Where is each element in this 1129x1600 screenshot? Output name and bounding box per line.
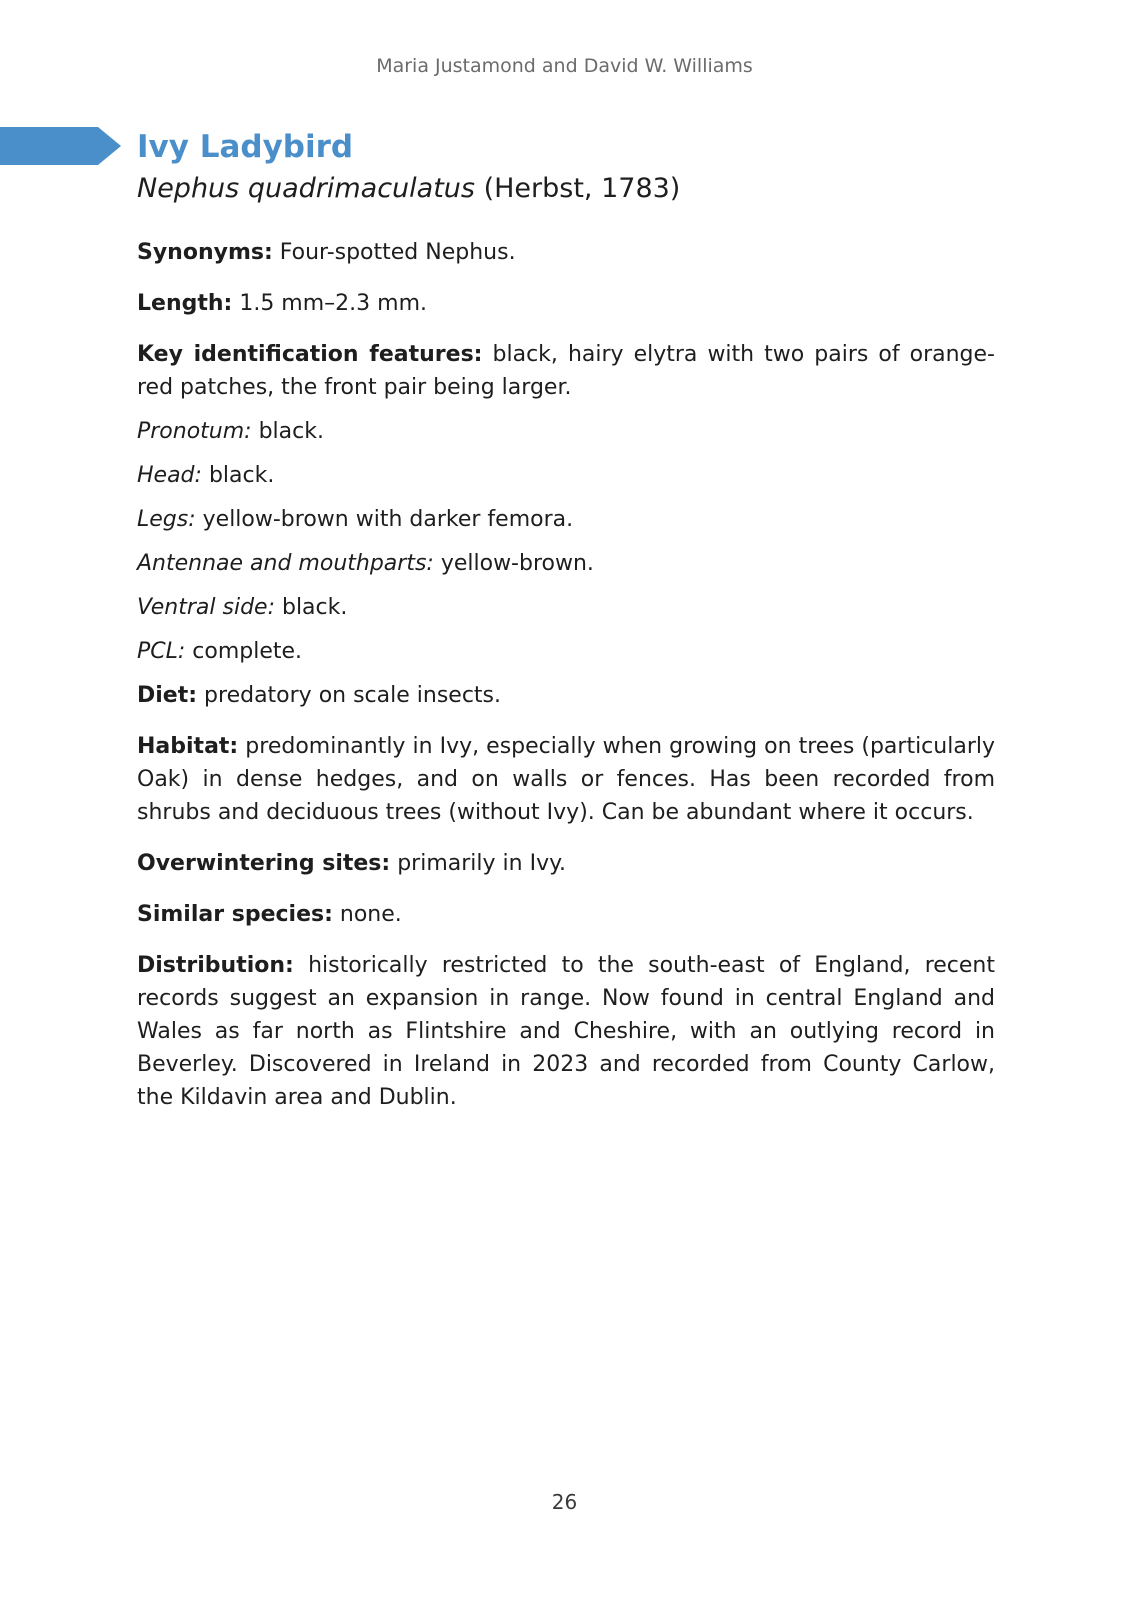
field-diet [137, 679, 995, 712]
field-similar-species [137, 898, 995, 931]
field-label: Synonyms: [137, 240, 273, 265]
field-antennae [137, 547, 995, 580]
field-habitat [137, 730, 995, 829]
field-value: black. [281, 595, 348, 620]
field-label: Antennae and mouthparts: [137, 551, 434, 576]
field-legs [137, 503, 995, 536]
field-label: Length: [137, 291, 233, 316]
field-value: primarily in Ivy. [397, 851, 566, 876]
scientific-name-line [137, 170, 995, 208]
field-value: yellow-brown with darker femora. [202, 507, 574, 532]
field-label: PCL: [137, 639, 186, 664]
field-label: Legs: [137, 507, 196, 532]
field-distribution [137, 949, 995, 1114]
field-value: predatory on scale insects. [204, 683, 502, 708]
field-pcl [137, 635, 995, 668]
field-label: Distribution: [137, 953, 294, 978]
field-value: historically restricted to the south-east of England, recent records suggest an expansion in range. Now found in central England and Wales as far north as Flintshire and Cheshire, with an outlying record in Beverley. Discovered in Ireland in 2023 and recorded from County Carlow, the Kildavin area and Dublin. [137, 953, 996, 1110]
field-value: Four-spotted Nephus. [279, 240, 516, 265]
field-length [137, 287, 995, 320]
field-label: Ventral side: [137, 595, 275, 620]
scientific-name: Nephus quadrimaculatus [137, 173, 475, 204]
page-number: 26 [551, 1490, 578, 1514]
field-value: complete. [192, 639, 303, 664]
field-value: 1.5 mm–2.3 mm. [239, 291, 428, 316]
field-label: Overwintering sites: [137, 851, 391, 876]
field-synonyms [137, 236, 995, 269]
field-value: black, hairy elytra with two pairs of orange-red patches, the front pair being larger. [137, 342, 995, 400]
field-label: Similar species: [137, 902, 333, 927]
section-arrow-icon [0, 127, 121, 165]
field-overwintering [137, 847, 995, 880]
species-authority: (Herbst, 1783) [483, 173, 681, 204]
species-common-name: Ivy Ladybird [137, 129, 354, 165]
field-label: Pronotum: [137, 419, 252, 444]
field-value: predominantly in Ivy, especially when growing on trees (particularly Oak) in dense hedges, and on walls or fences. Has been recorded from shrubs and deciduous trees (without Ivy). Can be abundant where it occurs. [137, 734, 995, 825]
species-entry [137, 127, 995, 1114]
field-label: Key identification features: [137, 342, 483, 367]
field-value: yellow-brown. [440, 551, 594, 576]
field-value: black. [258, 419, 324, 444]
field-value: none. [339, 902, 402, 927]
field-ventral-side [137, 591, 995, 624]
field-label: Head: [137, 463, 202, 488]
field-label: Habitat: [137, 734, 239, 759]
running-header: Maria Justamond and David W. Williams [376, 55, 753, 77]
field-pronotum [137, 415, 995, 448]
species-fields [137, 236, 995, 1114]
field-key-features [137, 338, 995, 404]
field-label: Diet: [137, 683, 198, 708]
field-head [137, 459, 995, 492]
field-value: black. [208, 463, 275, 488]
